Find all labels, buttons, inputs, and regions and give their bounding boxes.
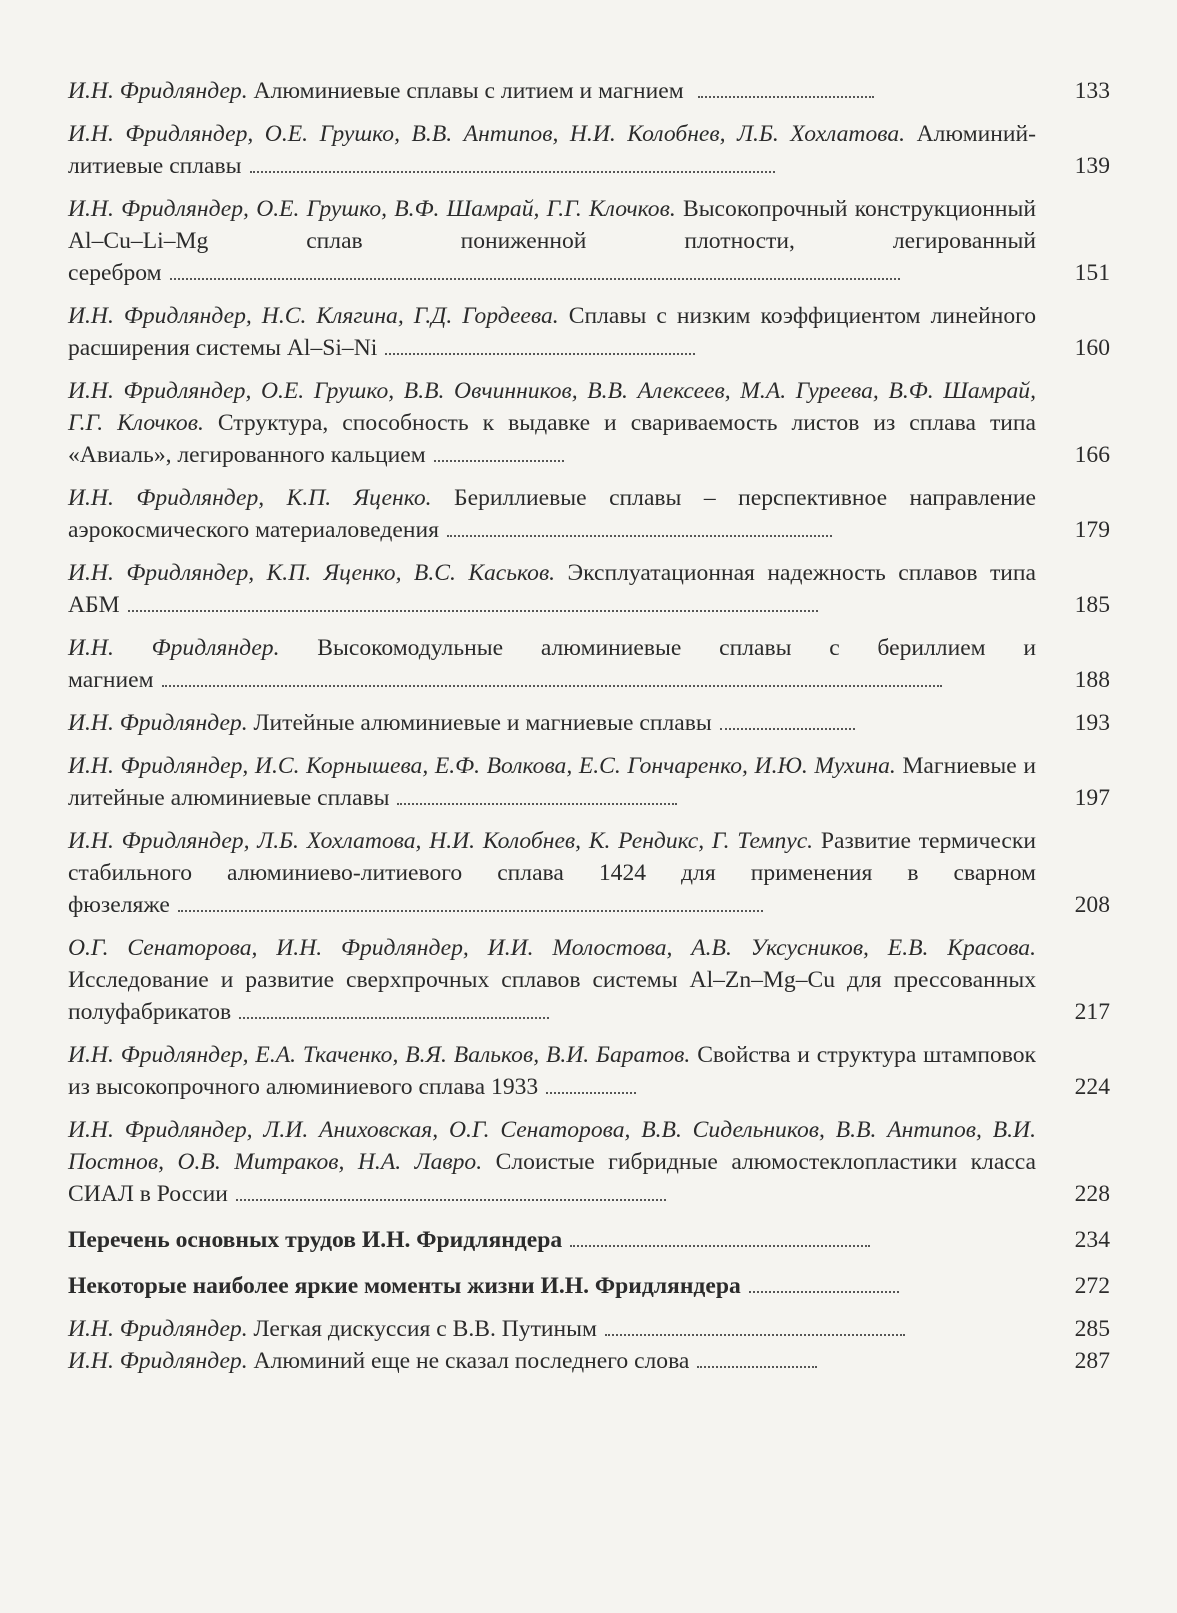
- dot-leader: [250, 165, 775, 173]
- entry-authors: И.Н. Фридляндер, Е.А. Ткаченко, В.Я. Вальков, В.И. Баратов.: [68, 1042, 691, 1068]
- entry-authors: И.Н. Фридляндер.: [68, 1348, 248, 1374]
- entry-title: Эксплуатационная надежность сплавов типа: [567, 560, 1036, 586]
- entry-title-last-word: фюзеляже: [68, 892, 170, 918]
- dot-leader: [749, 1285, 899, 1293]
- entry-title-last-word: России: [156, 1181, 228, 1207]
- toc-entry: [68, 1313, 1112, 1345]
- entry-title-last-word: материаловедения: [255, 517, 439, 543]
- entry-authors: И.Н. Фридляндер, К.П. Яценко.: [68, 485, 432, 511]
- page-number[interactable]: 185: [1074, 592, 1110, 618]
- entry-authors: И.Н. Фридляндер, И.С. Корнышева, Е.Ф. Волкова, Е.С. Гончаренко, И.Ю. Мухина.: [68, 753, 896, 779]
- entry-title: Высокопрочный конструкционный Al–Cu–Li–Mg сплав пониженной плотности, легированный: [68, 196, 1036, 254]
- entry-title-last-word: Al–Si–Ni: [286, 335, 378, 361]
- toc-entry: [68, 75, 1112, 107]
- page-number[interactable]: 228: [1074, 1181, 1110, 1207]
- entry-authors: И.Н. Фридляндер, О.Е. Грушко, В.В. Овчинников, В.В. Алексеев, М.А. Гуреева, В.Ф. Шамрай, Г.Г. Клочков.: [68, 378, 1036, 436]
- entry-title: Структура, способность к выдавке и свариваемость листов из сплава типа «Авиаль», легированного: [68, 410, 1036, 468]
- entry-title-end: [68, 999, 549, 1025]
- entry-title: Алюминий еще не сказал последнего: [253, 1348, 629, 1374]
- entry-title-last-word: магнием: [68, 667, 154, 693]
- entry-title-end: [255, 517, 832, 543]
- page-number[interactable]: 188: [1074, 667, 1110, 693]
- entry-title: Некоторые наиболее яркие моменты жизни И.Н.: [68, 1273, 589, 1299]
- entry-title-last-word: кальцием: [330, 442, 426, 468]
- page-number[interactable]: 285: [1074, 1316, 1110, 1342]
- dot-leader: [697, 1360, 817, 1368]
- entry-title: Литейные алюминиевые и магниевые: [253, 710, 634, 736]
- toc-entry: [68, 1114, 1112, 1210]
- page-number[interactable]: 234: [1074, 1227, 1110, 1253]
- entry-title-end: [690, 78, 874, 104]
- page-number[interactable]: 179: [1074, 517, 1110, 543]
- dot-leader: [434, 454, 564, 462]
- entry-authors: И.Н. Фридляндер.: [68, 1316, 248, 1342]
- page-number[interactable]: 151: [1074, 260, 1110, 286]
- dot-leader: [605, 1328, 905, 1336]
- dot-leader: [447, 529, 832, 537]
- entry-title-last-word: полуфабрикатов: [68, 999, 232, 1025]
- entry-title: Развитие термически стабильного алюминиево-литиевого сплава 1424 для применения в сварном: [68, 828, 1036, 886]
- toc-entry: [68, 632, 1112, 696]
- toc-entry: [68, 300, 1112, 364]
- dot-leader: [385, 347, 695, 355]
- entry-title-end: [68, 892, 763, 918]
- entry-title: Исследование и развитие сверхпрочных сплавов системы Al–Zn–Mg–Cu для прессованных: [68, 967, 1036, 993]
- toc-entry: [68, 750, 1112, 814]
- page-number[interactable]: 139: [1074, 153, 1110, 179]
- entry-title: Алюминий-литиевые: [68, 121, 1036, 179]
- entry-title-last-word: Путиным: [501, 1316, 597, 1342]
- entry-title-last-word: АБМ: [68, 592, 120, 618]
- entry-title-end: [639, 710, 854, 736]
- entry-title-last-word: серебром: [68, 260, 162, 286]
- entry-title-end: [68, 667, 942, 693]
- entry-authors: И.Н. Фридляндер.: [68, 710, 248, 736]
- dot-leader: [170, 272, 900, 280]
- entry-title-end: [287, 335, 695, 361]
- page-number[interactable]: 208: [1074, 892, 1110, 918]
- entry-title: Бериллиевые сплавы – перспективное направление аэрокосмического: [68, 485, 1036, 543]
- dot-leader: [570, 1239, 870, 1247]
- entry-authors: И.Н. Фридляндер.: [68, 635, 280, 661]
- toc-entry: [68, 932, 1112, 1028]
- page-number[interactable]: 193: [1074, 710, 1110, 736]
- toc-entry: [68, 1345, 1112, 1377]
- dot-leader: [546, 1086, 636, 1094]
- entry-authors: И.Н. Фридляндер, О.Е. Грушко, В.Ф. Шамрай, Г.Г. Клочков.: [68, 196, 676, 222]
- toc-entry: [68, 1039, 1112, 1103]
- dot-leader: [178, 904, 763, 912]
- page-number[interactable]: 272: [1074, 1273, 1110, 1299]
- entry-title: Высокомодульные алюминиевые сплавы с бериллием и: [317, 635, 1036, 661]
- dot-leader: [720, 722, 855, 730]
- entry-title: Алюминиевые сплавы с литием и магнием: [253, 78, 684, 104]
- entry-title: Перечень основных трудов И.Н.: [68, 1227, 411, 1253]
- dot-leader: [698, 90, 874, 98]
- page-number[interactable]: 133: [1074, 78, 1110, 104]
- dot-leader: [128, 604, 818, 612]
- table-of-contents: [68, 75, 1112, 1377]
- dot-leader: [162, 679, 942, 687]
- entry-authors: И.Н. Фридляндер, Л.Б. Хохлатова, Н.И. Колобнев, К. Рендикс, Г. Темпус.: [68, 828, 814, 854]
- entry-authors: И.Н. Фридляндер, О.Е. Грушко, В.В. Антипов, Н.И. Колобнев, Л.Б. Хохлатова.: [68, 121, 906, 147]
- entry-title: Свойства и структура штамповок из высокопрочного алюминиевого сплава: [68, 1042, 1036, 1100]
- entry-title-end: [416, 1227, 870, 1253]
- page-number[interactable]: 197: [1074, 785, 1110, 811]
- entry-title: Сплавы с низким коэффициентом линейного расширения системы: [68, 303, 1037, 361]
- entry-title-end: [317, 785, 677, 811]
- entry-title-last-word: 1933: [491, 1074, 539, 1100]
- entry-authors: И.Н. Фридляндер, Н.С. Клягина, Г.Д. Гордеева.: [68, 303, 559, 329]
- toc-entry: [68, 557, 1112, 621]
- toc-entry: [68, 482, 1112, 546]
- entry-title-end: [502, 1316, 905, 1342]
- page-number[interactable]: 166: [1074, 442, 1110, 468]
- dot-leader: [239, 1011, 549, 1019]
- entry-title-last-word: слова: [634, 1348, 690, 1374]
- entry-title-end: [169, 153, 774, 179]
- entry-authors: О.Г. Сенаторова, И.Н. Фридляндер, И.И. Молостова, А.В. Уксусников, Е.В. Красова.: [68, 935, 1036, 961]
- dot-leader: [236, 1193, 666, 1201]
- entry-title-end: [491, 1074, 636, 1100]
- entry-title-end: [331, 442, 564, 468]
- toc-entry: [68, 118, 1112, 182]
- toc-entry: [68, 375, 1112, 471]
- entry-title-end: [595, 1273, 899, 1299]
- page-number[interactable]: 160: [1074, 335, 1110, 361]
- page-number[interactable]: 287: [1074, 1348, 1110, 1374]
- entry-title: Слоистые гибридные алюмостеклопластики класса СИАЛ в: [68, 1149, 1037, 1207]
- page-number[interactable]: 224: [1074, 1074, 1110, 1100]
- entry-title-last-word: Фридляндера: [594, 1273, 741, 1299]
- entry-title-last-word: Фридляндера: [416, 1227, 563, 1253]
- entry-title-end: [68, 592, 818, 618]
- entry-title-last-word: сплавы: [639, 710, 712, 736]
- entry-authors: И.Н. Фридляндер, Л.И. Аниховская, О.Г. Сенаторова, В.В. Сидельников, В.В. Антипов, В.И. Постнов, О.В. Митраков, Н.А. Лавро.: [68, 1117, 1036, 1175]
- toc-entry: [68, 707, 1112, 739]
- entry-authors: И.Н. Фридляндер.: [68, 78, 248, 104]
- entry-title-end: [68, 260, 900, 286]
- entry-authors: И.Н. Фридляндер, К.П. Яценко, В.С. Каськов.: [68, 560, 556, 586]
- entry-title: Магниевые и литейные алюминиевые: [68, 753, 1036, 811]
- entry-title-end: [157, 1181, 666, 1207]
- entry-title-last-word: сплавы: [169, 153, 242, 179]
- entry-title-last-word: сплавы: [317, 785, 390, 811]
- dot-leader: [397, 797, 677, 805]
- page-number[interactable]: 217: [1074, 999, 1110, 1025]
- toc-entry: [68, 825, 1112, 921]
- toc-entry: [68, 1270, 1112, 1302]
- entry-title: Легкая дискуссия с В.В.: [253, 1316, 496, 1342]
- toc-entry: [68, 1224, 1112, 1256]
- toc-entry: [68, 193, 1112, 289]
- entry-title-end: [634, 1348, 817, 1374]
